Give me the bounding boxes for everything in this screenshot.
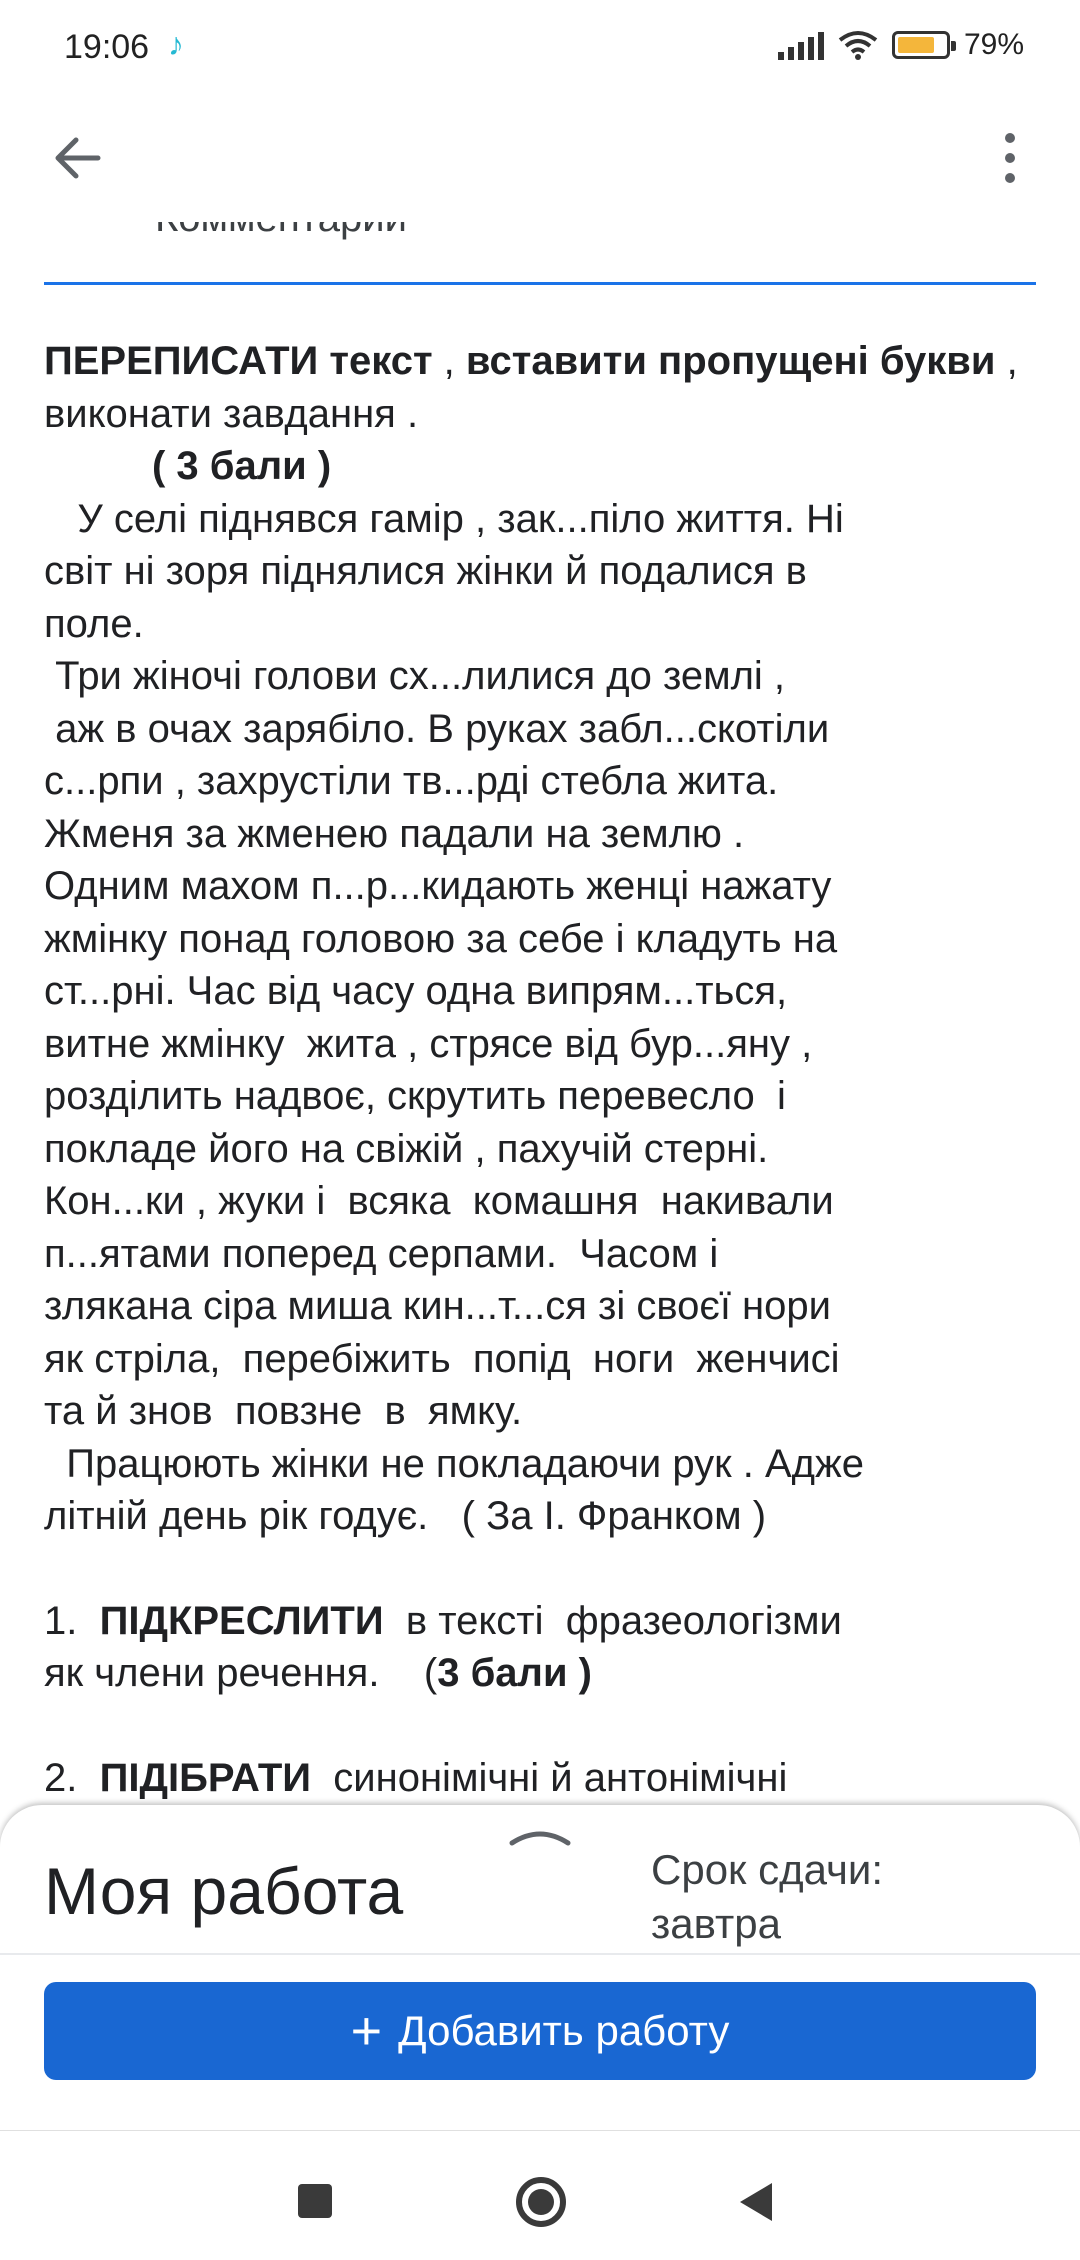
text-line: жмінку понад головою за себе і кладуть на: [44, 916, 838, 961]
task-2-bold: ПІДІБРАТИ: [99, 1755, 312, 1800]
task-1-number: 1.: [44, 1598, 78, 1643]
due-value: завтра: [651, 1900, 781, 1947]
sheet-divider: [0, 1953, 1080, 1955]
triangle-back-icon[interactable]: [740, 2183, 772, 2221]
plus-icon: +: [350, 2001, 383, 2061]
text-line: злякана сіра миша кин...т...ся зі своєї нори: [44, 1284, 831, 1328]
text-line: світ ні зоря піднялися жінки й подалися в: [44, 549, 807, 593]
text-line: як стріла, перебіжить попід ноги женчисі: [44, 1336, 840, 1381]
wifi-icon: [838, 30, 878, 60]
scroll-clip: [0, 196, 1080, 222]
assignment-content: [44, 335, 1044, 1804]
text-line: Кон...ки , жуки і всяка комашня накивали: [44, 1179, 834, 1223]
comments-divider: [44, 282, 1036, 285]
due-label: Срок сдачи:: [651, 1846, 884, 1893]
status-bar: [0, 0, 1080, 100]
text-line: У селі піднявся гамір , зак...піло життя. Ні: [44, 496, 844, 541]
my-work-sheet[interactable]: [0, 1805, 1080, 2260]
battery-icon: [892, 31, 950, 59]
assignment-text: [44, 493, 1044, 1543]
points-text: ( 3 бали ): [152, 444, 332, 488]
add-work-button[interactable]: [44, 1982, 1036, 2080]
text-line: аж в очах зарябіло. В руках забл...скотіли: [44, 706, 830, 751]
task-2: [44, 1752, 1044, 1805]
text-line: та й знов повзне в ямку.: [44, 1389, 523, 1433]
text-line: Жменя за жменею падали на землю .: [44, 811, 745, 856]
text-line: Працюють жінки не покладаючи рук . Адже: [44, 1441, 865, 1486]
instruction-bold-2: вставити пропущені букви: [465, 339, 996, 383]
instruction-bold-1: ПЕРЕПИСАТИ текст: [44, 339, 433, 383]
text-line: Одним махом п...р...кидають женці нажату: [44, 864, 832, 908]
text-line: розділить надвоє, скрутить перевесло і: [44, 1074, 786, 1118]
circle-home-icon[interactable]: [516, 2177, 566, 2227]
text-line: витне жмінку жита , стрясе від бур...яну ,: [44, 1021, 813, 1066]
task-2-number: 2.: [44, 1755, 78, 1800]
my-work-title: Моя работа: [44, 1854, 404, 1928]
system-nav-bar: [0, 2131, 1080, 2260]
chevron-up-icon[interactable]: [508, 1823, 572, 1847]
task-2-text: синонімічні й антонімічні: [311, 1755, 788, 1800]
task-1-points: 3 бали ): [437, 1651, 592, 1695]
text-line: поле.: [44, 601, 144, 646]
square-recents-icon[interactable]: [298, 2184, 332, 2218]
status-time: 19:06: [64, 28, 150, 66]
text-line: с...рпи , захрустіли тв...рді стебла жита.: [44, 759, 779, 803]
assignment-points: [44, 440, 1044, 493]
text-line: літній день рік годує. ( За І. Франком ): [44, 1494, 767, 1538]
task-1-text: в тексті фразеологізми: [383, 1598, 842, 1643]
instruction-text-2: , виконати завдання .: [44, 339, 1029, 436]
tiktok-icon: ♪: [168, 26, 184, 62]
text-line: п...ятами поперед серпами. Часом і: [44, 1231, 719, 1276]
text-line: ст...рні. Час від часу одна випрям...ться,: [44, 969, 788, 1013]
task-1-line-2: [44, 1647, 1044, 1700]
due-date: [651, 1843, 883, 1951]
more-vertical-icon[interactable]: [980, 128, 1040, 188]
task-1-line-2-text: як члени речення. (: [44, 1651, 438, 1695]
arrow-back-icon[interactable]: [48, 128, 108, 188]
assignment-instruction: [44, 335, 1044, 440]
text-line: Три жіночі голови сх...лилися до землі ,: [44, 654, 786, 698]
signal-icon: [778, 30, 824, 60]
status-icons: [778, 28, 1024, 62]
battery-percent: 79%: [963, 28, 1024, 61]
add-work-label: Добавить работу: [398, 2007, 730, 2054]
text-line: покладе його на свіжій , пахучій стерні.: [44, 1126, 769, 1171]
battery-level-fill: [898, 37, 934, 53]
task-1: [44, 1595, 1044, 1648]
instruction-text-1: ,: [432, 339, 466, 383]
task-1-bold: ПІДКРЕСЛИТИ: [99, 1598, 384, 1643]
